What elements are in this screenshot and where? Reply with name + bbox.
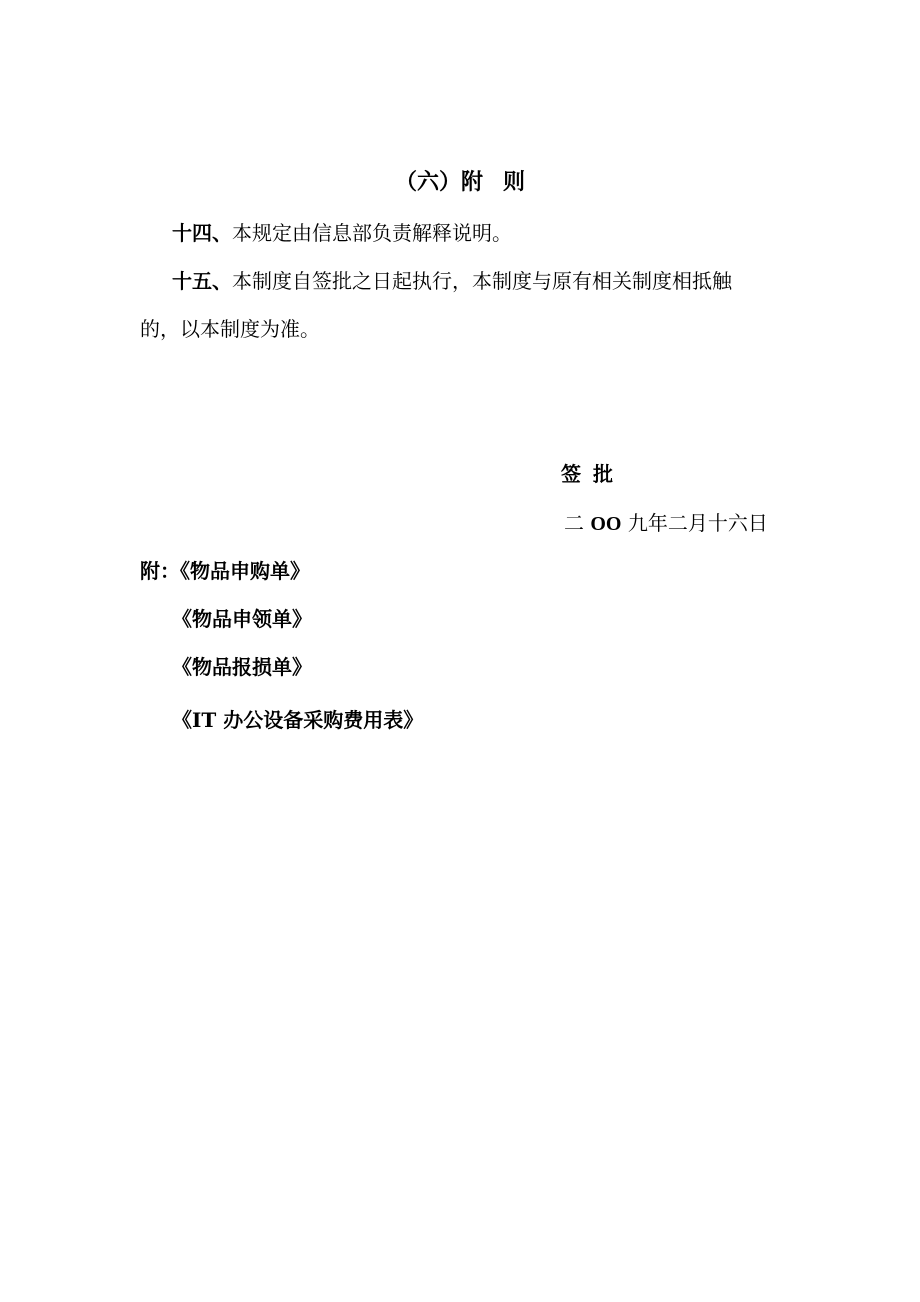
article-15-continuation: 的，以本制度为准。	[140, 317, 320, 341]
attachment-item: 《物品申领单》	[172, 607, 312, 631]
attachment-item: 《IT 办公设备采购费用表》	[172, 708, 424, 732]
article-14-text: 本规定由信息部负责解释说明。	[232, 221, 512, 245]
attachment-item: 《物品报损单》	[172, 655, 312, 679]
article-15	[172, 267, 732, 295]
signature-label	[561, 460, 613, 488]
article-14	[172, 219, 512, 247]
section-title-part2: 则	[503, 169, 526, 195]
signature-label-part1: 签	[561, 462, 581, 486]
signature-label-part2: 批	[593, 462, 613, 486]
attachments-label: 附：	[140, 559, 180, 583]
date-prefix: 二	[564, 511, 591, 535]
article-15-text: 本制度自签批之日起执行，本制度与原有相关制度相抵触	[232, 269, 732, 293]
date-roman: OO	[590, 513, 622, 535]
article-14-number: 十四、	[172, 221, 232, 245]
attachment-item: 《物品申购单》	[180, 559, 310, 583]
section-title	[0, 168, 920, 196]
signature-date	[564, 509, 768, 538]
date-suffix: 九年二月十六日	[621, 511, 768, 535]
attachments-heading	[140, 557, 310, 585]
section-title-part1: （六）附	[394, 169, 483, 195]
article-15-number: 十五、	[172, 269, 232, 293]
